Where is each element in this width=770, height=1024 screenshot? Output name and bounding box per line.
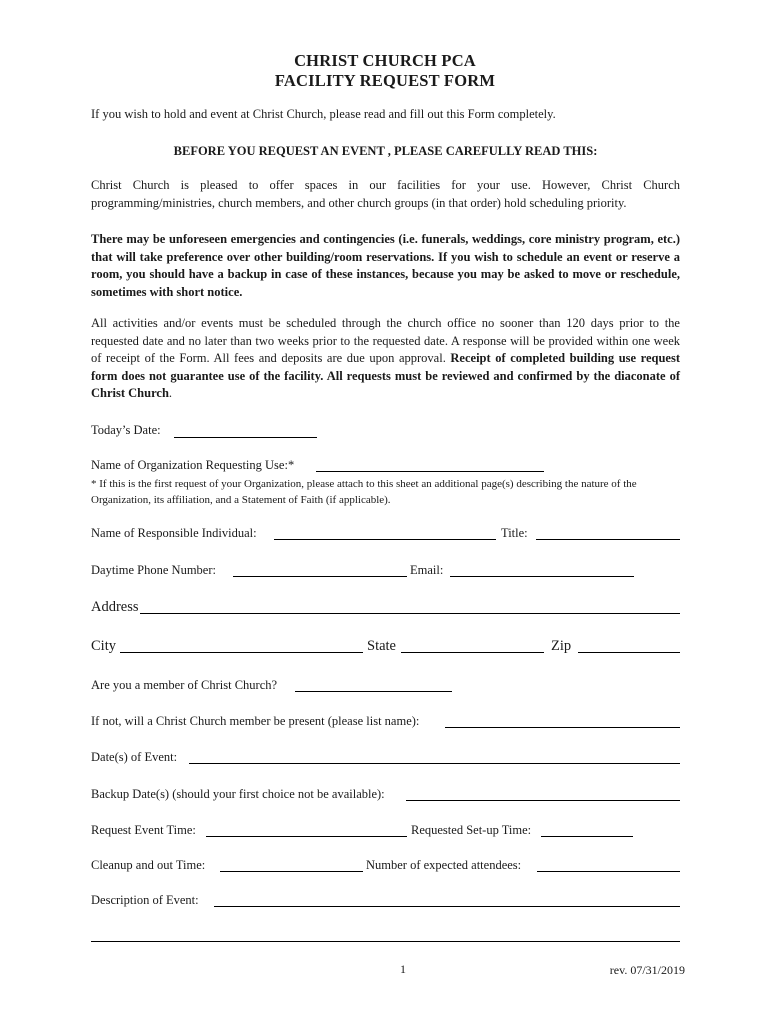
- member-present-label: If not, will a Christ Church member be present (please list name):: [91, 714, 420, 728]
- todays-date-field[interactable]: [174, 437, 317, 438]
- todays-date-row: [91, 423, 331, 443]
- title-field[interactable]: [536, 539, 680, 540]
- description-label: Description of Event:: [91, 893, 199, 907]
- times-row: [91, 823, 680, 843]
- backup-dates-label: Backup Date(s) (should your first choice not be available):: [91, 787, 385, 801]
- scheduling-paragraph: [91, 315, 680, 403]
- state-field[interactable]: [401, 652, 544, 653]
- priority-paragraph: Christ Church is pleased to offer spaces in our facilities for your use. However, Christ Church programming/ministries, church members, and other church groups (in that order) hold scheduling priority.: [91, 178, 680, 210]
- todays-date-label: Today’s Date:: [91, 423, 161, 437]
- title-label: Title:: [501, 526, 528, 540]
- organization-label: Name of Organization Requesting Use:*: [91, 458, 295, 472]
- before-heading: BEFORE YOU REQUEST AN EVENT , PLEASE CAREFULLY READ THIS:: [173, 144, 598, 158]
- city-field[interactable]: [120, 652, 363, 653]
- phone-field[interactable]: [233, 576, 407, 577]
- setup-time-field[interactable]: [541, 836, 633, 837]
- attendees-label: Number of expected attendees:: [366, 858, 522, 872]
- event-dates-field[interactable]: [189, 763, 680, 764]
- cleanup-attendees-row: [91, 858, 680, 878]
- responsible-field[interactable]: [274, 539, 496, 540]
- backup-dates-field[interactable]: [406, 800, 680, 801]
- backup-dates-row: [91, 787, 680, 807]
- zip-field[interactable]: [578, 652, 680, 653]
- city-state-zip-row: [91, 638, 680, 658]
- cleanup-label: Cleanup and out Time:: [91, 858, 206, 872]
- email-label: Email:: [410, 563, 444, 577]
- event-time-field[interactable]: [206, 836, 407, 837]
- church-name-heading: CHRIST CHURCH PCA: [294, 51, 476, 70]
- form-title-heading: FACILITY REQUEST FORM: [274, 71, 496, 90]
- description-field[interactable]: [214, 906, 680, 907]
- description-row: [91, 893, 680, 913]
- intro-text: If you wish to hold and event at Christ Church, please read and fill out this Form completely.: [91, 107, 556, 121]
- scheduling-text: All activities and/or events must be scheduled through the church office no sooner than 120 days prior to the requested date and no later than two weeks prior to the requested date. A response will be provided within one week of receipt of the Form. All fees and deposits are due upon approval.: [91, 316, 680, 365]
- member-field[interactable]: [295, 691, 452, 692]
- member-row: [91, 678, 491, 698]
- city-label: City: [91, 638, 116, 654]
- member-present-field[interactable]: [445, 727, 680, 728]
- phone-label: Daytime Phone Number:: [91, 563, 216, 577]
- emergencies-paragraph: There may be unforeseen emergencies and contingencies (i.e. funerals, weddings, core ministry program, etc.) that will take preference over other building/room reservations. If you wish to schedule an event or reserve a room, you should have a backup in case of these instances, because you may be asked to move or reschedule, sometimes with short notice.: [91, 232, 680, 299]
- setup-time-label: Requested Set-up Time:: [411, 823, 532, 837]
- zip-label: Zip: [551, 638, 572, 654]
- member-label: Are you a member of Christ Church?: [91, 678, 278, 692]
- state-label: State: [367, 638, 396, 654]
- organization-note: * If this is the first request of your Organization, please attach to this sheet an additional page(s) describing the nature of the Organization, its affiliation, and a Statement of Faith (if applicable).: [91, 478, 637, 506]
- responsible-row: [91, 526, 680, 546]
- event-time-label: Request Event Time:: [91, 823, 196, 837]
- page-number: 1: [400, 962, 406, 976]
- revision-date: rev. 07/31/2019: [609, 963, 685, 977]
- organization-field[interactable]: [316, 471, 544, 472]
- attendees-field[interactable]: [537, 871, 680, 872]
- scheduling-end: .: [168, 386, 173, 400]
- address-label: Address: [91, 599, 139, 615]
- scheduling-bold-text: Receipt of completed building use request form does not guarantee use of the facility. All requests must be reviewed and confirmed by the diaconate of Christ Church: [91, 351, 680, 400]
- contact-row: [91, 563, 680, 583]
- address-row: [91, 599, 680, 619]
- responsible-label: Name of Responsible Individual:: [91, 526, 257, 540]
- email-field[interactable]: [450, 576, 634, 577]
- address-field[interactable]: [140, 613, 680, 614]
- description-field-line-2[interactable]: [91, 941, 680, 942]
- cleanup-field[interactable]: [220, 871, 363, 872]
- organization-row: [91, 458, 551, 478]
- event-dates-row: [91, 750, 680, 770]
- event-dates-label: Date(s) of Event:: [91, 750, 178, 764]
- member-present-row: [91, 714, 680, 734]
